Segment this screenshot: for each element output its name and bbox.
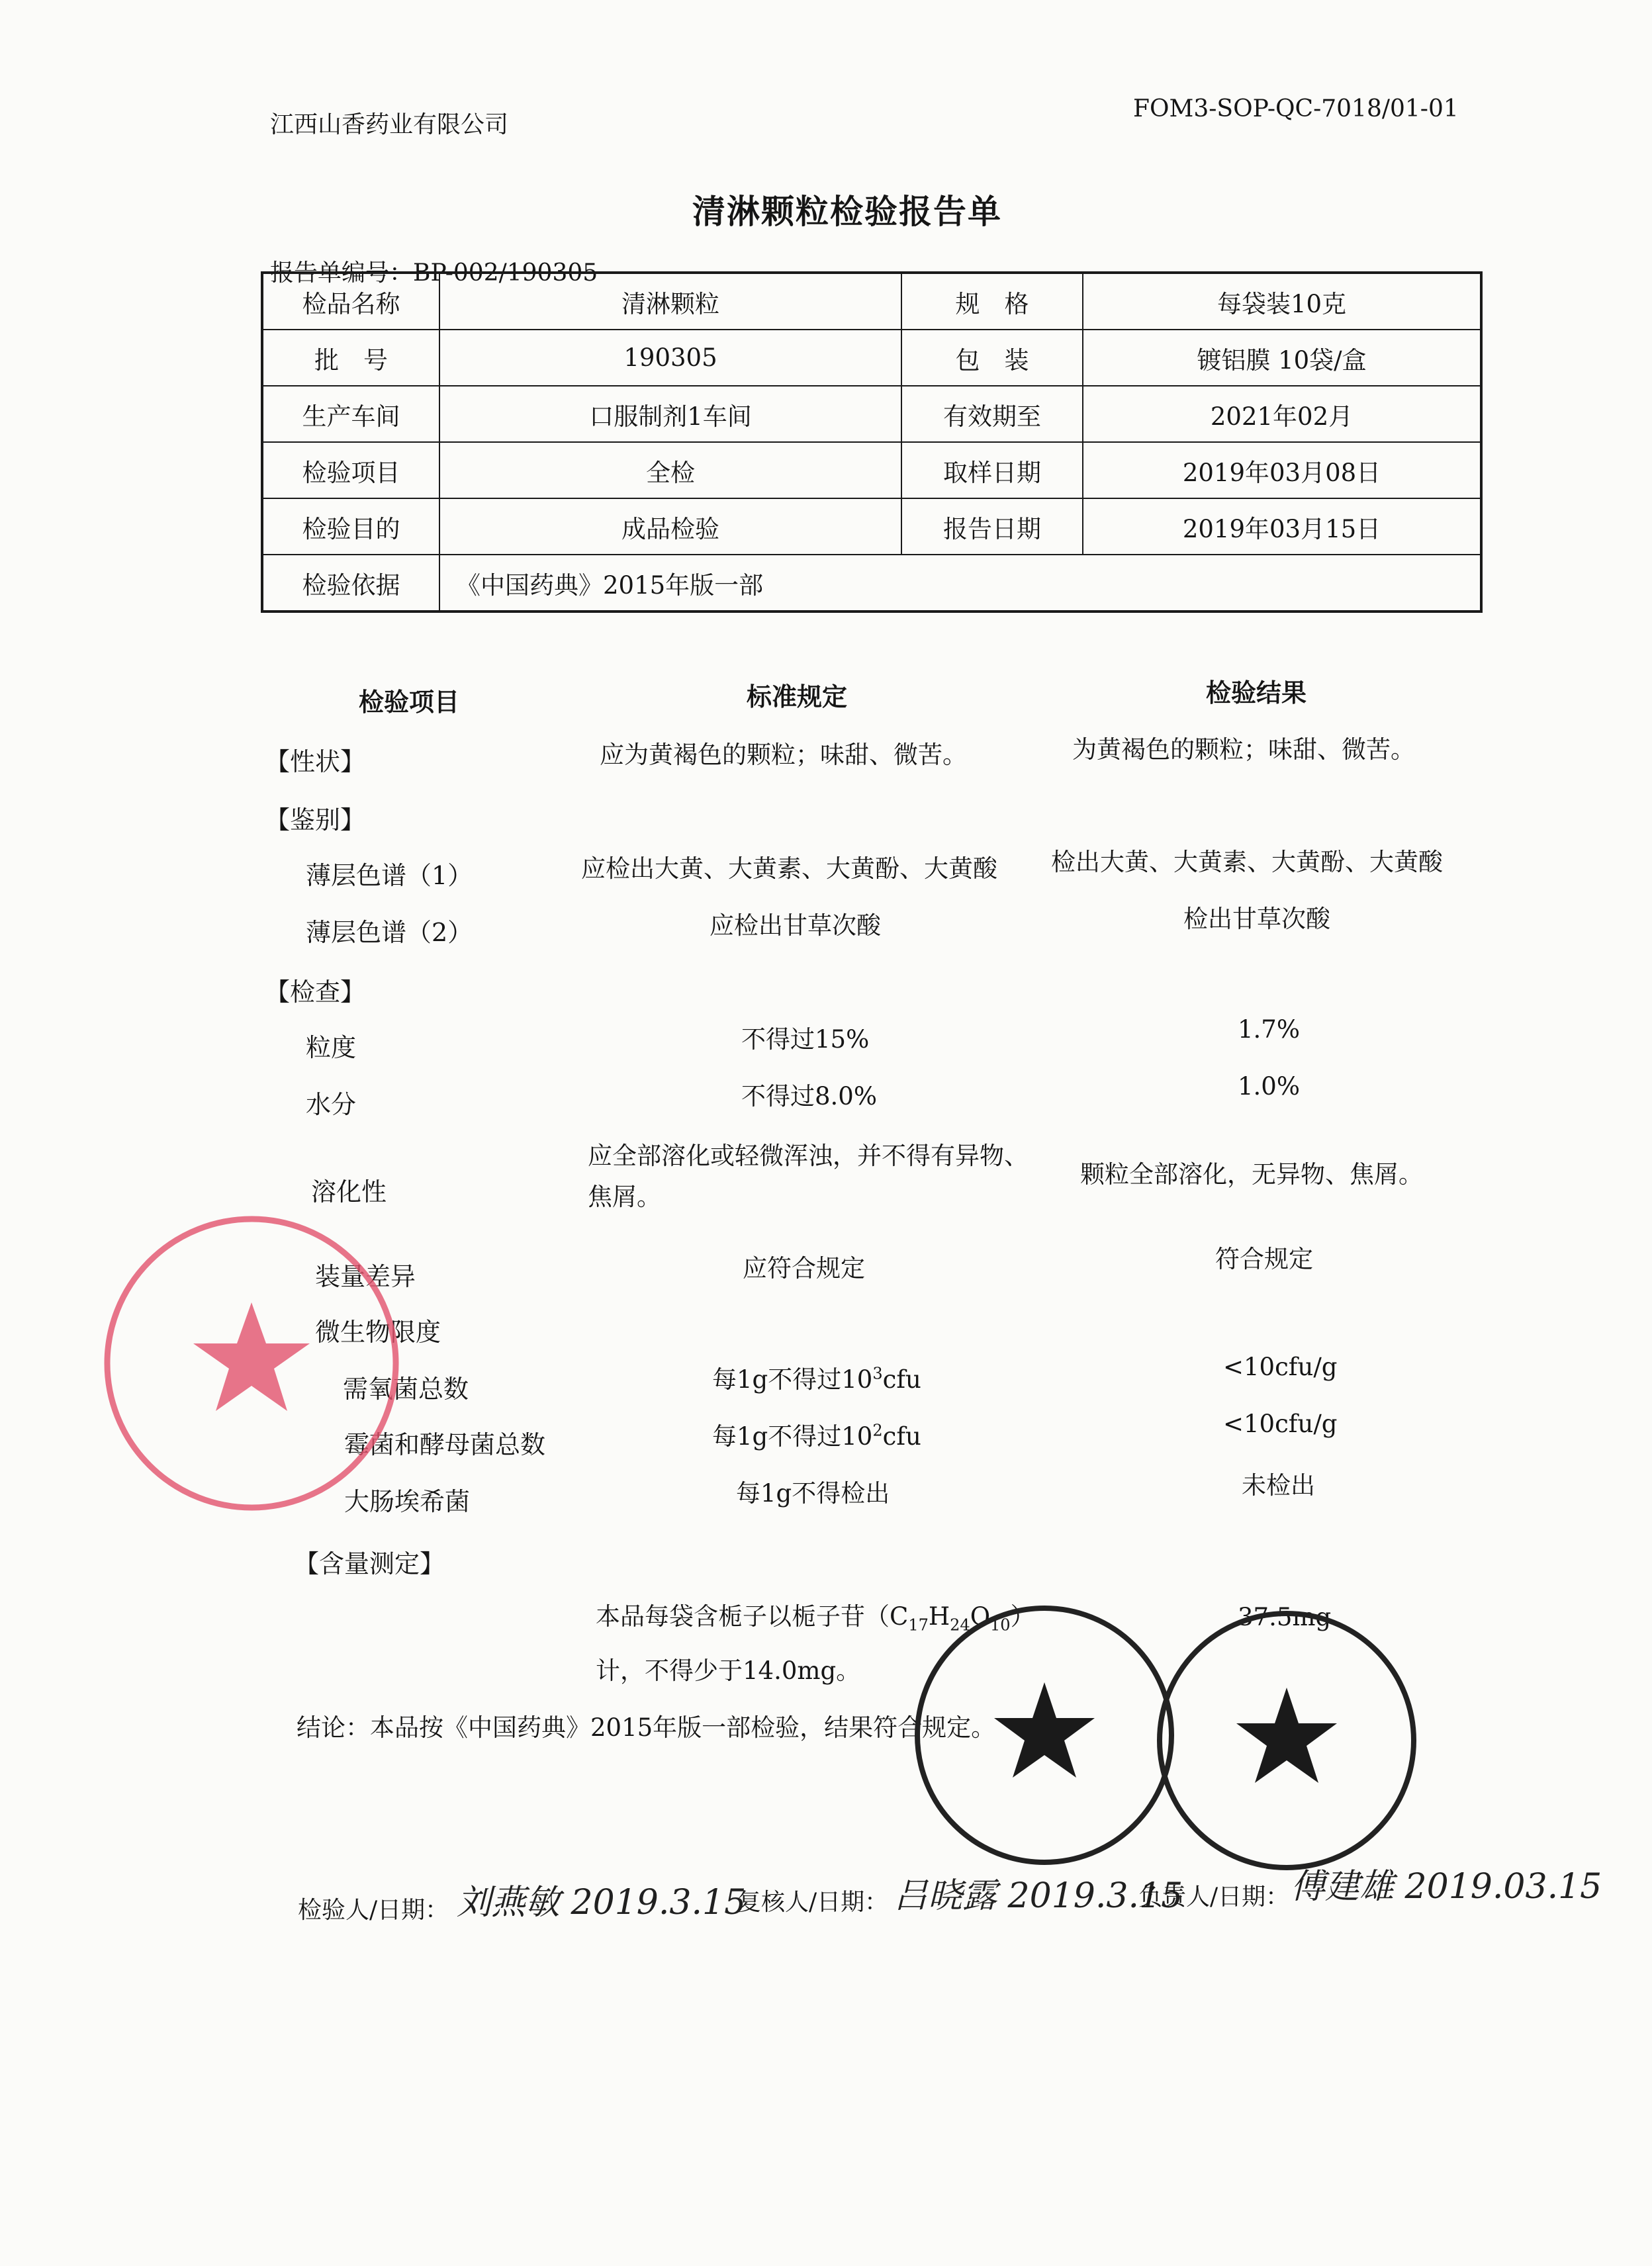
info-value: 2019年03月08日 xyxy=(1083,442,1481,498)
weight-diff-standard: 应符合规定 xyxy=(743,1254,865,1283)
form-code: FOM3-SOP-QC-7018/01-01 xyxy=(1133,95,1459,122)
info-label: 检验目的 xyxy=(262,498,439,555)
info-value: 成品检验 xyxy=(439,498,901,555)
item-tlc-1: 薄层色谱（1） xyxy=(306,861,473,890)
aerobic-standard xyxy=(712,1359,921,1395)
ecoli-result: 未检出 xyxy=(1242,1471,1315,1500)
tlc-1-result: 检出大黄、大黄素、大黄酚、大黄酸 xyxy=(1051,848,1443,876)
section-assay: 【含量测定】 xyxy=(294,1549,445,1578)
info-row xyxy=(262,498,1481,555)
mold-standard-post: cfu xyxy=(882,1422,921,1451)
assay-sub-o: 10 xyxy=(990,1615,1011,1635)
info-value: 全检 xyxy=(439,442,901,498)
info-row xyxy=(262,330,1481,386)
assay-line1-pre: 本品每袋含栀子以栀子苷（C xyxy=(596,1602,909,1631)
col-header-item: 检验项目 xyxy=(359,687,460,717)
info-label: 检验依据 xyxy=(262,555,439,612)
info-label: 规 格 xyxy=(901,273,1083,330)
solubility-standard: 应全部溶化或轻微浑浊，并不得有异物、焦屑。 xyxy=(588,1142,1029,1211)
section-identification: 【鉴别】 xyxy=(265,805,366,835)
aerobic-standard-exp: 3 xyxy=(872,1364,883,1383)
character-result: 为黄褐色的颗粒；味甜、微苦。 xyxy=(1072,735,1415,764)
info-value: 镀铝膜 10袋/盒 xyxy=(1083,330,1481,386)
info-label: 批 号 xyxy=(262,330,439,386)
quality-dept-seal xyxy=(93,1204,410,1522)
report-title: 清淋颗粒检验报告单 xyxy=(692,192,1002,231)
info-basis-value: 《中国药典》2015年版一部 xyxy=(439,555,1481,612)
weight-diff-result: 符合规定 xyxy=(1215,1245,1313,1273)
report-number-value: BP-002/190305 xyxy=(413,259,598,287)
tlc-2-result: 检出甘草次酸 xyxy=(1183,905,1330,933)
assay-result: 37.5mg xyxy=(1238,1603,1332,1631)
info-label: 取样日期 xyxy=(901,442,1083,498)
info-label: 有效期至 xyxy=(901,386,1083,442)
col-header-standard: 标准规定 xyxy=(747,682,848,711)
info-label: 检验项目 xyxy=(262,442,439,498)
assay-h: H xyxy=(928,1602,950,1631)
section-character: 【性状】 xyxy=(265,747,366,776)
assay-standard-line2: 计，不得少于14.0mg。 xyxy=(596,1656,861,1685)
granularity-standard: 不得过15% xyxy=(741,1025,870,1054)
tlc-2-standard: 应检出甘草次酸 xyxy=(710,911,881,940)
aerobic-standard-pre: 每1g不得过10 xyxy=(712,1365,873,1394)
ecoli-standard: 每1g不得检出 xyxy=(736,1479,890,1508)
item-moisture: 水分 xyxy=(306,1090,357,1119)
info-value: 2021年02月 xyxy=(1083,386,1481,442)
mold-standard-pre: 每1g不得过10 xyxy=(712,1422,873,1451)
assay-sub-c: 17 xyxy=(908,1615,929,1635)
item-aerobic: 需氧菌总数 xyxy=(343,1375,469,1404)
company-name: 江西山香药业有限公司 xyxy=(270,111,509,138)
assay-o: O xyxy=(970,1602,991,1631)
granularity-result: 1.7% xyxy=(1238,1015,1300,1044)
mold-standard xyxy=(712,1416,921,1452)
tlc-1-standard: 应检出大黄、大黄素、大黄酚、大黄酸 xyxy=(581,854,997,883)
info-label: 报告日期 xyxy=(901,498,1083,555)
moisture-standard: 不得过8.0% xyxy=(741,1082,877,1110)
info-value: 清淋颗粒 xyxy=(439,273,901,330)
solubility-result: 颗粒全部溶化，无异物、焦屑。 xyxy=(1080,1160,1423,1189)
section-inspection: 【检查】 xyxy=(265,977,366,1007)
item-solubility: 溶化性 xyxy=(311,1177,387,1206)
info-row-basis xyxy=(262,555,1481,612)
assay-line1-post: ） xyxy=(1010,1602,1035,1631)
item-granularity: 粒度 xyxy=(306,1033,357,1062)
item-weight-diff: 装量差异 xyxy=(315,1262,416,1291)
info-row xyxy=(262,386,1481,442)
conclusion: 结论：本品按《中国药典》2015年版一部检验，结果符合规定。 xyxy=(297,1713,996,1742)
item-ecoli: 大肠埃希菌 xyxy=(344,1487,471,1516)
info-table xyxy=(261,271,1483,613)
reviewer-label: 复核人/日期： xyxy=(737,1889,889,1916)
mold-standard-exp: 2 xyxy=(872,1421,883,1440)
item-tlc-2: 薄层色谱（2） xyxy=(306,918,473,947)
aerobic-standard-post: cfu xyxy=(882,1365,921,1394)
info-value: 口服制剂1车间 xyxy=(439,386,901,442)
info-label: 检品名称 xyxy=(262,273,439,330)
inspector-label: 检验人/日期： xyxy=(298,1897,449,1924)
info-label: 包 装 xyxy=(901,330,1083,386)
item-mold-yeast: 霉菌和酵母菌总数 xyxy=(344,1430,546,1459)
character-standard: 应为黄褐色的颗粒；味甜、微苦。 xyxy=(600,741,967,769)
info-label: 生产车间 xyxy=(262,386,439,442)
info-row xyxy=(262,442,1481,498)
info-value: 2019年03月15日 xyxy=(1083,498,1481,555)
mold-result: <10cfu/g xyxy=(1223,1410,1338,1438)
reviewer-signature: 吕晓露 2019.3.15 xyxy=(894,1876,1183,1916)
info-row xyxy=(262,273,1481,330)
item-microbial: 微生物限度 xyxy=(315,1318,441,1347)
aerobic-result: <10cfu/g xyxy=(1223,1353,1338,1381)
info-value: 每袋装10克 xyxy=(1083,273,1481,330)
moisture-result: 1.0% xyxy=(1238,1072,1300,1101)
responsible-label: 负责人/日期： xyxy=(1138,1883,1290,1911)
inspector-signature: 刘燕敏 2019.3.15 xyxy=(457,1883,747,1923)
inspection-seal-1 xyxy=(905,1596,1183,1874)
col-header-result: 检验结果 xyxy=(1206,678,1307,707)
assay-sub-h: 24 xyxy=(950,1615,970,1635)
info-value: 190305 xyxy=(439,330,901,386)
responsible-signature: 傅建雄 2019.03.15 xyxy=(1291,1867,1602,1907)
inspection-seal-2 xyxy=(1148,1602,1426,1880)
report-number-label: 报告单编号： xyxy=(270,259,414,287)
